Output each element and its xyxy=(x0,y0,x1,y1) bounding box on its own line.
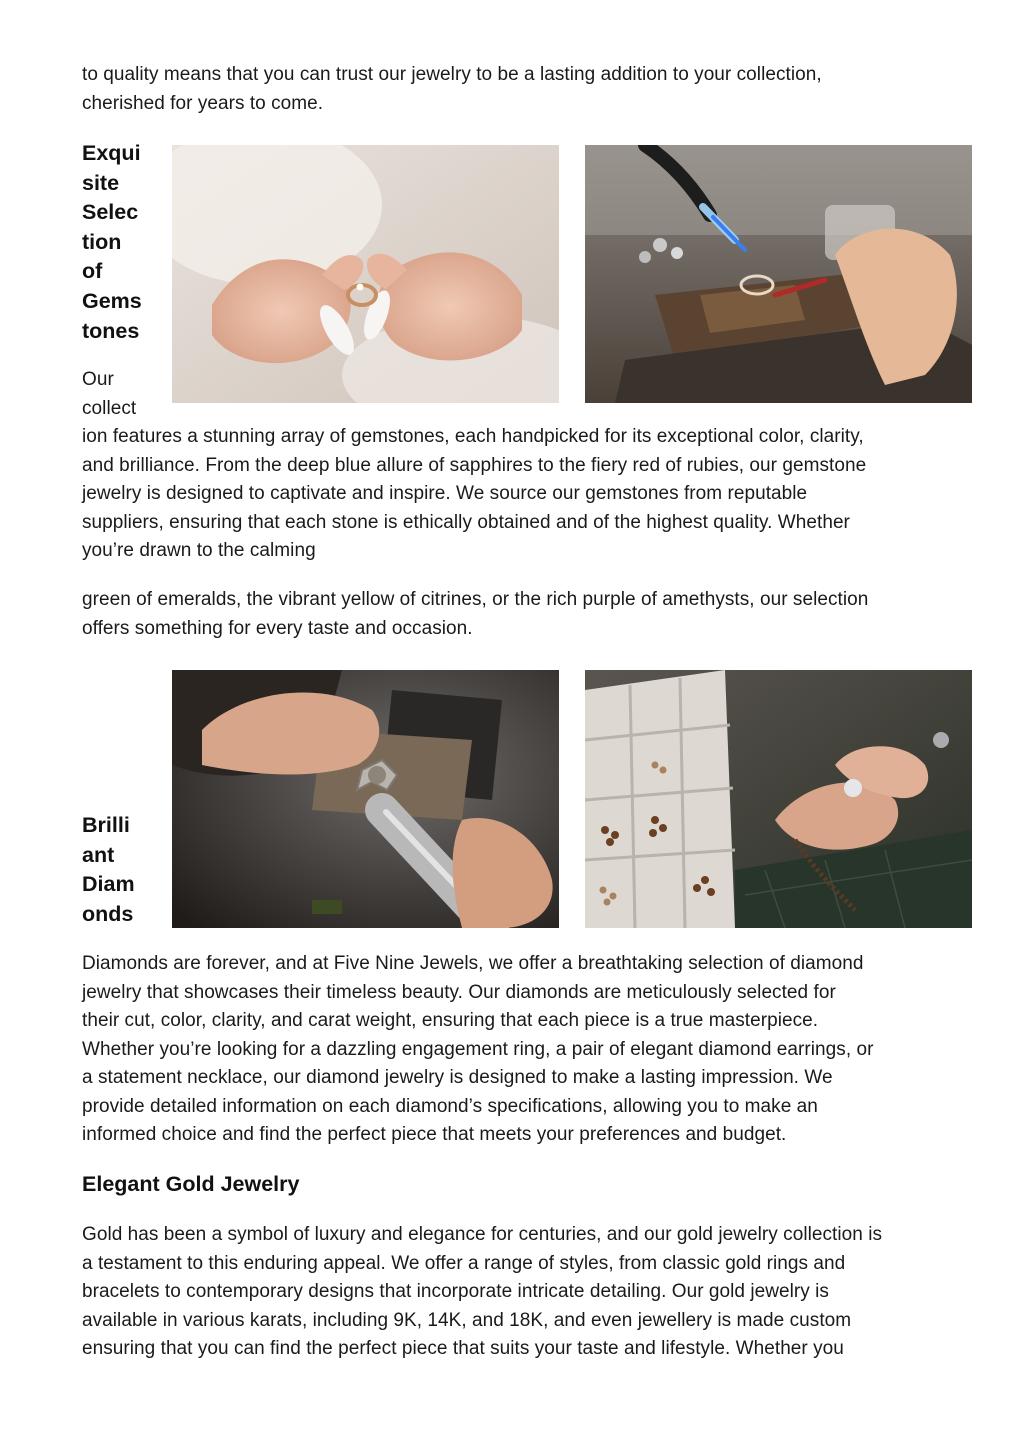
text-line: collect xyxy=(82,397,137,419)
torch-soldering-photo xyxy=(585,145,972,403)
hands-holding-ring-photo xyxy=(172,145,559,403)
text-line: ion features a stunning array of gemstones, each handpicked for its exceptional color, clarity, xyxy=(82,426,864,447)
pendant-polishing-photo xyxy=(172,670,559,928)
text-line: cherished for years to come. xyxy=(82,92,324,114)
text-line: Gold has been a symbol of luxury and elegance for centuries, and our gold jewelry collection is xyxy=(82,1224,883,1245)
text-line: Whether you’re looking for a dazzling engagement ring, a pair of elegant diamond earrings, or xyxy=(82,1038,874,1060)
text-line: a testament to this enduring appeal. We offer a range of styles, from classic gold rings and xyxy=(82,1252,846,1274)
gemstones-paragraph-continued xyxy=(82,586,982,643)
text-line: available in various karats, including 9K, 14K, and 18K, and even jewellery is made custom xyxy=(82,1309,852,1331)
text-line: jewelry that showcases their timeless beauty. Our diamonds are meticulously selected for xyxy=(82,981,836,1003)
gemstones-paragraph-narrow xyxy=(82,366,162,423)
diamonds-heading: Brilli ant Diam onds xyxy=(82,813,135,926)
text-line: jewelry is designed to captivate and inspire. We source our gemstones from reputable xyxy=(82,483,808,504)
diamonds-paragraph xyxy=(82,950,982,1150)
text-line: suppliers, ensuring that each stone is ethically obtained and of the highest quality. Whether xyxy=(82,511,850,533)
text-line: informed choice and find the perfect piece that meets your preferences and budget. xyxy=(82,1124,787,1145)
text-line: to quality means that you can trust our jewelry to be a lasting addition to your collection, xyxy=(82,64,822,85)
text-line: green of emeralds, the vibrant yellow of citrines, or the rich purple of amethysts, our selection xyxy=(82,589,869,610)
text-line: and brilliance. From the deep blue allure of sapphires to the fiery red of rubies, our gemstone xyxy=(82,454,867,476)
text-line: Our xyxy=(82,369,114,390)
bead-sorting-photo xyxy=(585,670,972,928)
gemstones-heading: Exqui site Selec tion of Gems tones xyxy=(82,141,142,343)
gemstones-paragraph xyxy=(82,423,982,566)
text-line: a statement necklace, our diamond jewelry is designed to make a lasting impression. We xyxy=(82,1067,833,1088)
text-line: offers something for every taste and occasion. xyxy=(82,617,473,639)
text-line: ensuring that you can find the perfect piece that suits your taste and lifestyle. Whether you xyxy=(82,1338,844,1359)
intro-paragraph xyxy=(82,61,982,118)
gold-heading: Elegant Gold Jewelry xyxy=(82,1172,300,1196)
text-line: their cut, color, clarity, and carat weight, ensuring that each piece is a true masterpiece. xyxy=(82,1010,819,1031)
gold-paragraph xyxy=(82,1221,982,1364)
text-line: Diamonds are forever, and at Five Nine Jewels, we offer a breathtaking selection of diamond xyxy=(82,953,864,974)
text-line: bracelets to contemporary designs that incorporate intricate detailing. Our gold jewelry is xyxy=(82,1281,829,1302)
text-line: you’re drawn to the calming xyxy=(82,540,316,561)
text-line: provide detailed information on each diamond’s specifications, allowing you to make an xyxy=(82,1095,818,1117)
